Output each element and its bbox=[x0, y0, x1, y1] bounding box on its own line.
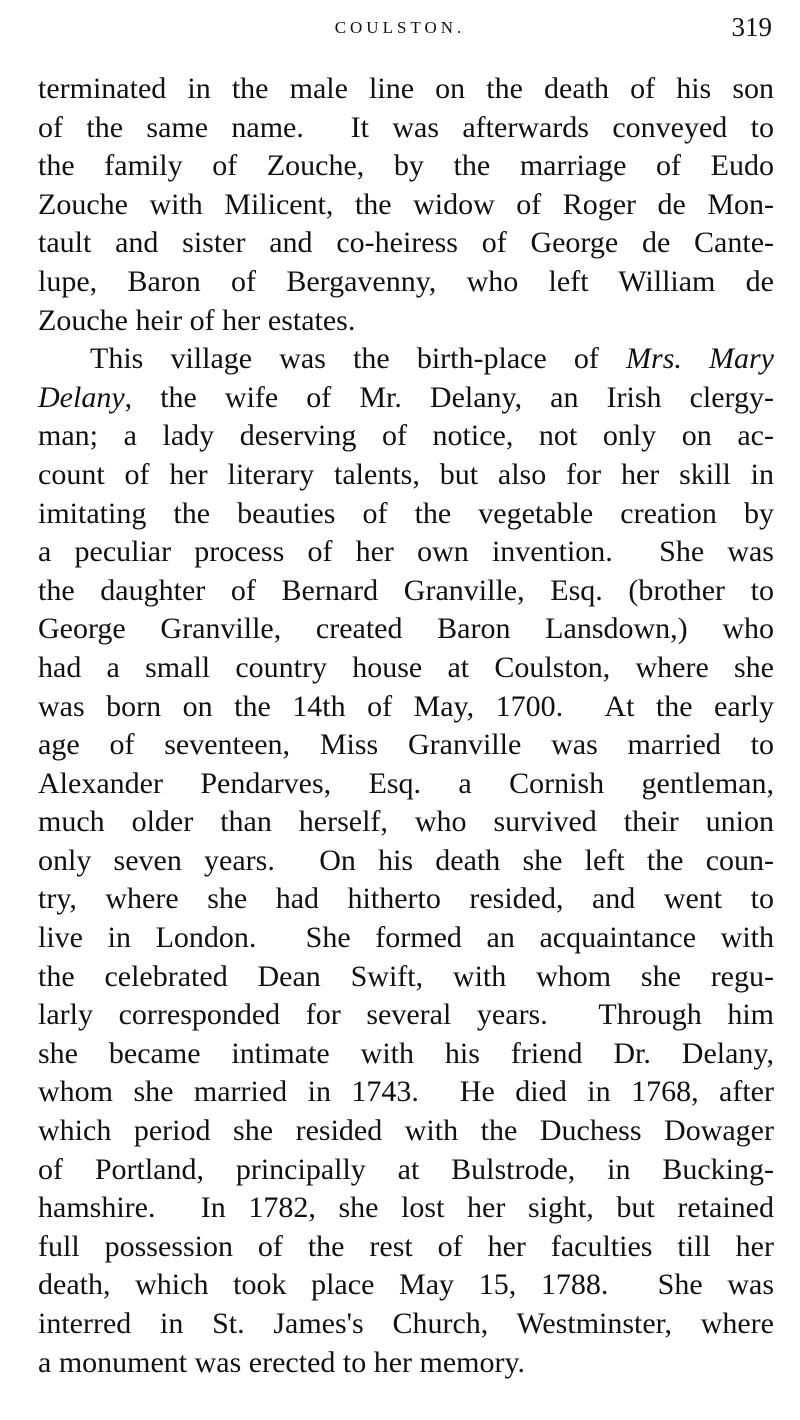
italic-name: Delany bbox=[38, 380, 125, 414]
text-span: man; a lady deserving of notice, not only on ac- bbox=[38, 419, 774, 453]
text-line bbox=[38, 842, 774, 881]
text-span: Alexander Pendarves, Esq. a Cornish gentleman, bbox=[38, 766, 774, 800]
text-line bbox=[38, 417, 774, 456]
text-span: , the wife of Mr. Delany, an Irish clergy- bbox=[124, 380, 774, 414]
running-title: COULSTON. bbox=[334, 18, 466, 37]
text-line bbox=[38, 572, 774, 611]
text-line bbox=[38, 456, 774, 495]
text-span: which period she resided with the Duchess Dowager bbox=[38, 1114, 774, 1148]
text-line bbox=[38, 340, 774, 379]
text-line bbox=[38, 919, 774, 958]
text-span: the daughter of Bernard Granville, Esq. (brother to bbox=[38, 573, 774, 607]
text-span: death, which took place May 15, 1788. She was bbox=[38, 1268, 774, 1302]
text-span: hamshire. In 1782, she lost her sight, but retained bbox=[38, 1191, 774, 1225]
text-line bbox=[38, 610, 774, 649]
text-line bbox=[38, 186, 774, 225]
text-line bbox=[38, 1151, 774, 1190]
text-line bbox=[38, 1073, 774, 1112]
text-line bbox=[38, 726, 774, 765]
text-span: tault and sister and co-heiress of George de Cante- bbox=[38, 226, 774, 260]
text-span: a monument was erected to her memory. bbox=[38, 1345, 526, 1379]
text-line bbox=[38, 379, 774, 418]
text-line bbox=[38, 224, 774, 263]
text-line bbox=[38, 958, 774, 997]
text-span: This village was the birth-place of bbox=[90, 342, 627, 376]
text-line bbox=[38, 1305, 774, 1344]
text-line bbox=[38, 803, 774, 842]
text-span: count of her literary talents, but also for her skill in bbox=[38, 457, 774, 491]
text-line bbox=[38, 996, 774, 1035]
text-span: larly corresponded for several years. Through him bbox=[38, 998, 774, 1032]
text-line bbox=[38, 495, 774, 534]
text-line bbox=[38, 302, 774, 341]
text-span: lupe, Baron of Bergavenny, who left William de bbox=[38, 264, 774, 298]
text-line bbox=[38, 263, 774, 302]
text-span: imitating the beauties of the vegetable creation by bbox=[38, 496, 774, 530]
paragraph bbox=[38, 70, 774, 340]
text-span: try, where she had hitherto resided, and went to bbox=[38, 882, 774, 916]
text-span: a peculiar process of her own invention. She was bbox=[38, 535, 774, 569]
text-line bbox=[38, 880, 774, 919]
text-line bbox=[38, 1344, 774, 1383]
text-span: interred in St. James's Church, Westminster, where bbox=[38, 1307, 774, 1340]
text-span: terminated in the male line on the death of his son bbox=[38, 72, 774, 105]
text-line bbox=[38, 765, 774, 804]
body-text bbox=[38, 70, 774, 1382]
page-number: 319 bbox=[731, 12, 772, 42]
text-span: of the same name. It was afterwards conveyed to bbox=[38, 110, 774, 144]
running-head bbox=[0, 8, 800, 48]
text-span: full possession of the rest of her faculties till her bbox=[38, 1229, 774, 1263]
text-span: she became intimate with his friend Dr. Delany, bbox=[38, 1036, 774, 1070]
text-span: age of seventeen, Miss Granville was married to bbox=[38, 728, 774, 762]
text-line bbox=[38, 688, 774, 727]
italic-name: Mrs. Mary bbox=[626, 342, 774, 376]
text-span: much older than herself, who survived their union bbox=[38, 805, 774, 839]
text-line bbox=[38, 649, 774, 688]
text-span: George Granville, created Baron Lansdown,) who bbox=[38, 612, 774, 646]
text-line bbox=[38, 1035, 774, 1074]
text-line bbox=[38, 1228, 774, 1267]
text-span: the celebrated Dean Swift, with whom she regu- bbox=[38, 959, 774, 993]
text-line bbox=[38, 1266, 774, 1305]
text-span: Zouche heir of her estates. bbox=[38, 303, 356, 337]
text-line bbox=[38, 109, 774, 148]
text-line bbox=[38, 1189, 774, 1228]
text-line bbox=[38, 1112, 774, 1151]
text-line bbox=[38, 533, 774, 572]
text-span: of Portland, principally at Bulstrode, in Bucking- bbox=[38, 1152, 774, 1186]
text-span: had a small country house at Coulston, where she bbox=[38, 650, 774, 684]
text-line bbox=[38, 70, 774, 109]
text-span: only seven years. On his death she left the coun- bbox=[38, 843, 774, 877]
text-span: Zouche with Milicent, the widow of Roger de Mon- bbox=[38, 187, 774, 221]
paragraph bbox=[38, 340, 774, 1382]
text-span: was born on the 14th of May, 1700. At the early bbox=[38, 689, 774, 723]
text-span: live in London. She formed an acquaintance with bbox=[38, 921, 774, 955]
text-span: whom she married in 1743. He died in 1768, after bbox=[38, 1075, 774, 1109]
text-span: the family of Zouche, by the marriage of Eudo bbox=[38, 149, 774, 183]
text-line bbox=[38, 147, 774, 186]
